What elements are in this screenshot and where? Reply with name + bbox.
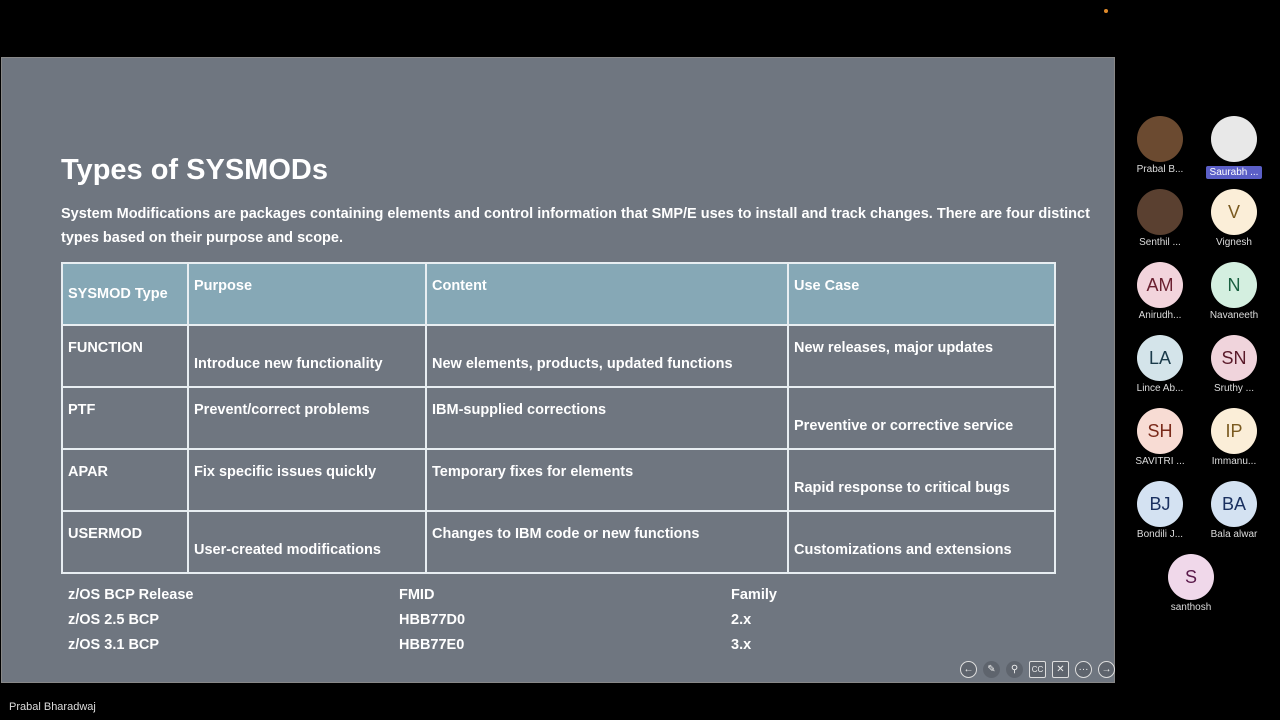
pen-icon[interactable]: ✎	[983, 661, 1000, 678]
avatar	[1137, 262, 1183, 308]
presenter-name: Prabal Bharadwaj	[9, 701, 96, 713]
header-cell: Purpose	[188, 263, 426, 325]
more-options-icon[interactable]: ···	[1075, 661, 1092, 678]
release-cell: z/OS 2.5 BCP	[68, 611, 160, 628]
participant-tile[interactable]	[1123, 189, 1197, 248]
release-cell: 2.x	[731, 611, 752, 628]
participant-name: Immanu...	[1211, 456, 1257, 467]
participant-name: santhosh	[1170, 602, 1212, 613]
release-cell: HBB77E0	[399, 636, 465, 653]
release-cell: HBB77D0	[399, 611, 466, 628]
table-cell: Fix specific issues quickly	[188, 449, 426, 511]
table-cell: User-created modifications	[188, 511, 426, 573]
participant-tile[interactable]	[1197, 408, 1271, 467]
table-row	[62, 449, 1055, 511]
release-header: Family	[731, 586, 777, 603]
table-cell: New elements, products, updated functions	[426, 325, 788, 387]
table-cell: Preventive or corrective service	[788, 387, 1055, 449]
avatar	[1137, 408, 1183, 454]
table-cell: FUNCTION	[62, 325, 188, 387]
participant-tile[interactable]	[1123, 116, 1197, 175]
table-cell: Introduce new functionality	[188, 325, 426, 387]
release-header: z/OS BCP Release	[68, 586, 194, 603]
table-cell: Rapid response to critical bugs	[788, 449, 1055, 511]
participant-tile[interactable]	[1197, 189, 1271, 248]
presentation-toolbar	[960, 661, 1115, 678]
avatar	[1211, 262, 1257, 308]
avatar-initials: BJ	[1149, 493, 1171, 514]
table-row	[62, 511, 1055, 573]
avatar	[1211, 481, 1257, 527]
table-cell: Customizations and extensions	[788, 511, 1055, 573]
avatar-initials: SN	[1221, 347, 1247, 368]
previous-slide-icon[interactable]: ←	[960, 661, 977, 678]
avatar-initials: LA	[1148, 347, 1172, 368]
participant-name: Bala alwar	[1210, 529, 1258, 540]
header-cell: Use Case	[788, 263, 1055, 325]
table-cell: IBM-supplied corrections	[426, 387, 788, 449]
participant-tile[interactable]	[1154, 554, 1228, 613]
zoom-icon[interactable]: ⚲	[1006, 661, 1023, 678]
captions-icon[interactable]: CC	[1029, 661, 1046, 678]
recording-indicator	[1104, 9, 1108, 13]
participant-name: Bondili J...	[1136, 529, 1184, 540]
table-row	[62, 325, 1055, 387]
release-header: FMID	[399, 586, 435, 603]
avatar	[1168, 554, 1214, 600]
participant-name: Saurabh ...	[1206, 166, 1263, 179]
avatar-initials: IP	[1225, 420, 1243, 441]
avatar	[1211, 408, 1257, 454]
participant-name: SAVITRI ...	[1135, 456, 1185, 467]
avatar-initials: V	[1227, 201, 1240, 222]
release-cell: 3.x	[731, 636, 752, 653]
table-cell: APAR	[62, 449, 188, 511]
avatar	[1137, 481, 1183, 527]
participant-name: Senthil ...	[1139, 237, 1181, 248]
table-cell: New releases, major updates	[788, 325, 1055, 387]
participant-name: Sruthy ...	[1213, 383, 1254, 394]
participant-name: Lince Ab...	[1136, 383, 1184, 394]
avatar-initials: S	[1184, 566, 1197, 587]
participant-name: Prabal B...	[1136, 164, 1184, 175]
participant-tile[interactable]	[1123, 481, 1197, 540]
table-cell: Temporary fixes for elements	[426, 449, 788, 511]
table-cell: USERMOD	[62, 511, 188, 573]
sysmod-table	[61, 262, 1056, 574]
header-cell: Content	[426, 263, 788, 325]
avatar	[1211, 335, 1257, 381]
participant-tile[interactable]	[1197, 481, 1271, 540]
participant-tile[interactable]	[1197, 262, 1271, 321]
avatar-initials: SH	[1147, 420, 1173, 441]
table-row	[62, 387, 1055, 449]
participant-tile[interactable]	[1197, 335, 1271, 394]
participant-name: Navaneeth	[1209, 310, 1259, 321]
participant-tile[interactable]	[1123, 335, 1197, 394]
table-cell: PTF	[62, 387, 188, 449]
release-table	[68, 582, 931, 657]
slide-title: Types of SYSMODs	[61, 154, 328, 186]
table-header-row	[62, 263, 1055, 325]
avatar-initials: BA	[1221, 493, 1246, 514]
avatar	[1137, 335, 1183, 381]
avatar-initials: AM	[1146, 274, 1174, 295]
avatar-initials: N	[1227, 274, 1241, 295]
header-cell: SYSMOD Type	[62, 263, 188, 325]
participant-name: Vignesh	[1216, 237, 1252, 248]
avatar	[1137, 189, 1183, 235]
shared-slide	[1, 57, 1115, 683]
participant-tile[interactable]	[1123, 408, 1197, 467]
avatar	[1137, 116, 1183, 162]
table-cell: Prevent/correct problems	[188, 387, 426, 449]
participant-name: Anirudh...	[1138, 310, 1182, 321]
avatar	[1211, 116, 1257, 162]
slide-description: System Modifications are packages containing elements and control information that SMP/E uses to install and track changes. There are four distinct types based on their purpose and scope.	[61, 206, 1090, 246]
participant-tile[interactable]	[1123, 262, 1197, 321]
release-cell: z/OS 3.1 BCP	[68, 636, 160, 653]
video-off-icon[interactable]: ✕	[1052, 661, 1069, 678]
avatar	[1211, 189, 1257, 235]
table-cell: Changes to IBM code or new functions	[426, 511, 788, 573]
participant-tile[interactable]	[1197, 116, 1271, 180]
next-slide-icon[interactable]: →	[1098, 661, 1115, 678]
